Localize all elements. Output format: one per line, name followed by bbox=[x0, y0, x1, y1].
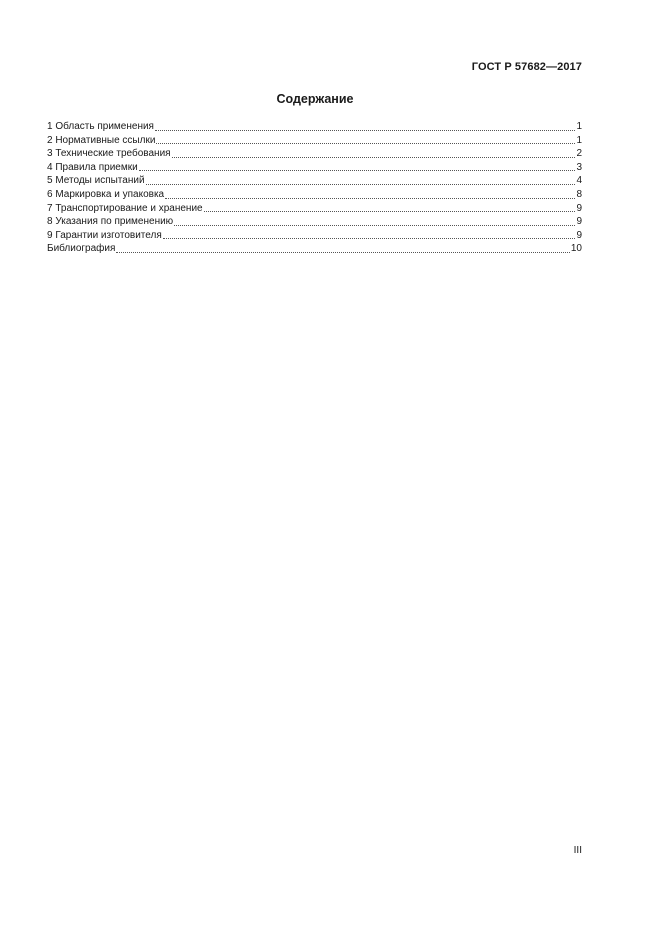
toc-entry-page: 1 bbox=[576, 134, 582, 146]
dot-leader bbox=[204, 211, 576, 212]
toc-entry[interactable] bbox=[47, 161, 582, 175]
toc-entry-label: 1 Область применения bbox=[47, 121, 154, 132]
toc-entry[interactable] bbox=[47, 242, 582, 256]
toc-entry[interactable] bbox=[47, 147, 582, 161]
toc-entry[interactable] bbox=[47, 174, 582, 188]
toc-entry-label: 3 Технические требования bbox=[47, 148, 171, 160]
toc-entry-page: 9 bbox=[576, 229, 582, 241]
toc-entry[interactable] bbox=[47, 120, 582, 134]
dot-leader bbox=[172, 157, 576, 158]
toc-entry-label: 5 Методы испытаний bbox=[47, 175, 145, 187]
toc-entry-page: 10 bbox=[570, 243, 582, 255]
toc-entry-label: 8 Указания по применению bbox=[47, 216, 174, 228]
toc-entry[interactable] bbox=[47, 134, 582, 148]
table-of-contents bbox=[47, 120, 582, 256]
toc-entry-page: 3 bbox=[576, 161, 582, 173]
dot-leader bbox=[155, 130, 575, 131]
dot-leader bbox=[165, 198, 575, 199]
toc-entry-page: 8 bbox=[576, 188, 582, 200]
toc-entry[interactable] bbox=[47, 215, 582, 229]
toc-entry[interactable] bbox=[47, 188, 582, 202]
toc-entry-page: 9 bbox=[576, 216, 582, 228]
toc-entry-page: 2 bbox=[576, 148, 582, 160]
toc-entry-page: 1 bbox=[576, 121, 582, 132]
toc-entry-label: 6 Маркировка и упаковка bbox=[47, 188, 165, 200]
page-number: III bbox=[573, 845, 582, 856]
toc-entry-label: 2 Нормативные ссылки bbox=[47, 134, 156, 146]
dot-leader bbox=[146, 184, 576, 185]
toc-entry-label: 4 Правила приемки bbox=[47, 161, 138, 173]
toc-entry-label: 7 Транспортирование и хранение bbox=[47, 202, 203, 214]
toc-title: Содержание bbox=[276, 92, 354, 106]
dot-leader bbox=[163, 238, 576, 239]
document-code: ГОСТ Р 57682—2017 bbox=[471, 61, 582, 73]
toc-entry-page: 4 bbox=[576, 175, 582, 187]
toc-entry[interactable] bbox=[47, 202, 582, 216]
dot-leader bbox=[156, 143, 575, 144]
toc-entry-page: 9 bbox=[576, 202, 582, 214]
dot-leader bbox=[116, 252, 569, 253]
toc-entry[interactable] bbox=[47, 229, 582, 243]
dot-leader bbox=[174, 225, 575, 226]
dot-leader bbox=[139, 170, 576, 171]
toc-entry-label: Библиография bbox=[47, 243, 116, 255]
toc-entry-label: 9 Гарантии изготовителя bbox=[47, 229, 162, 241]
